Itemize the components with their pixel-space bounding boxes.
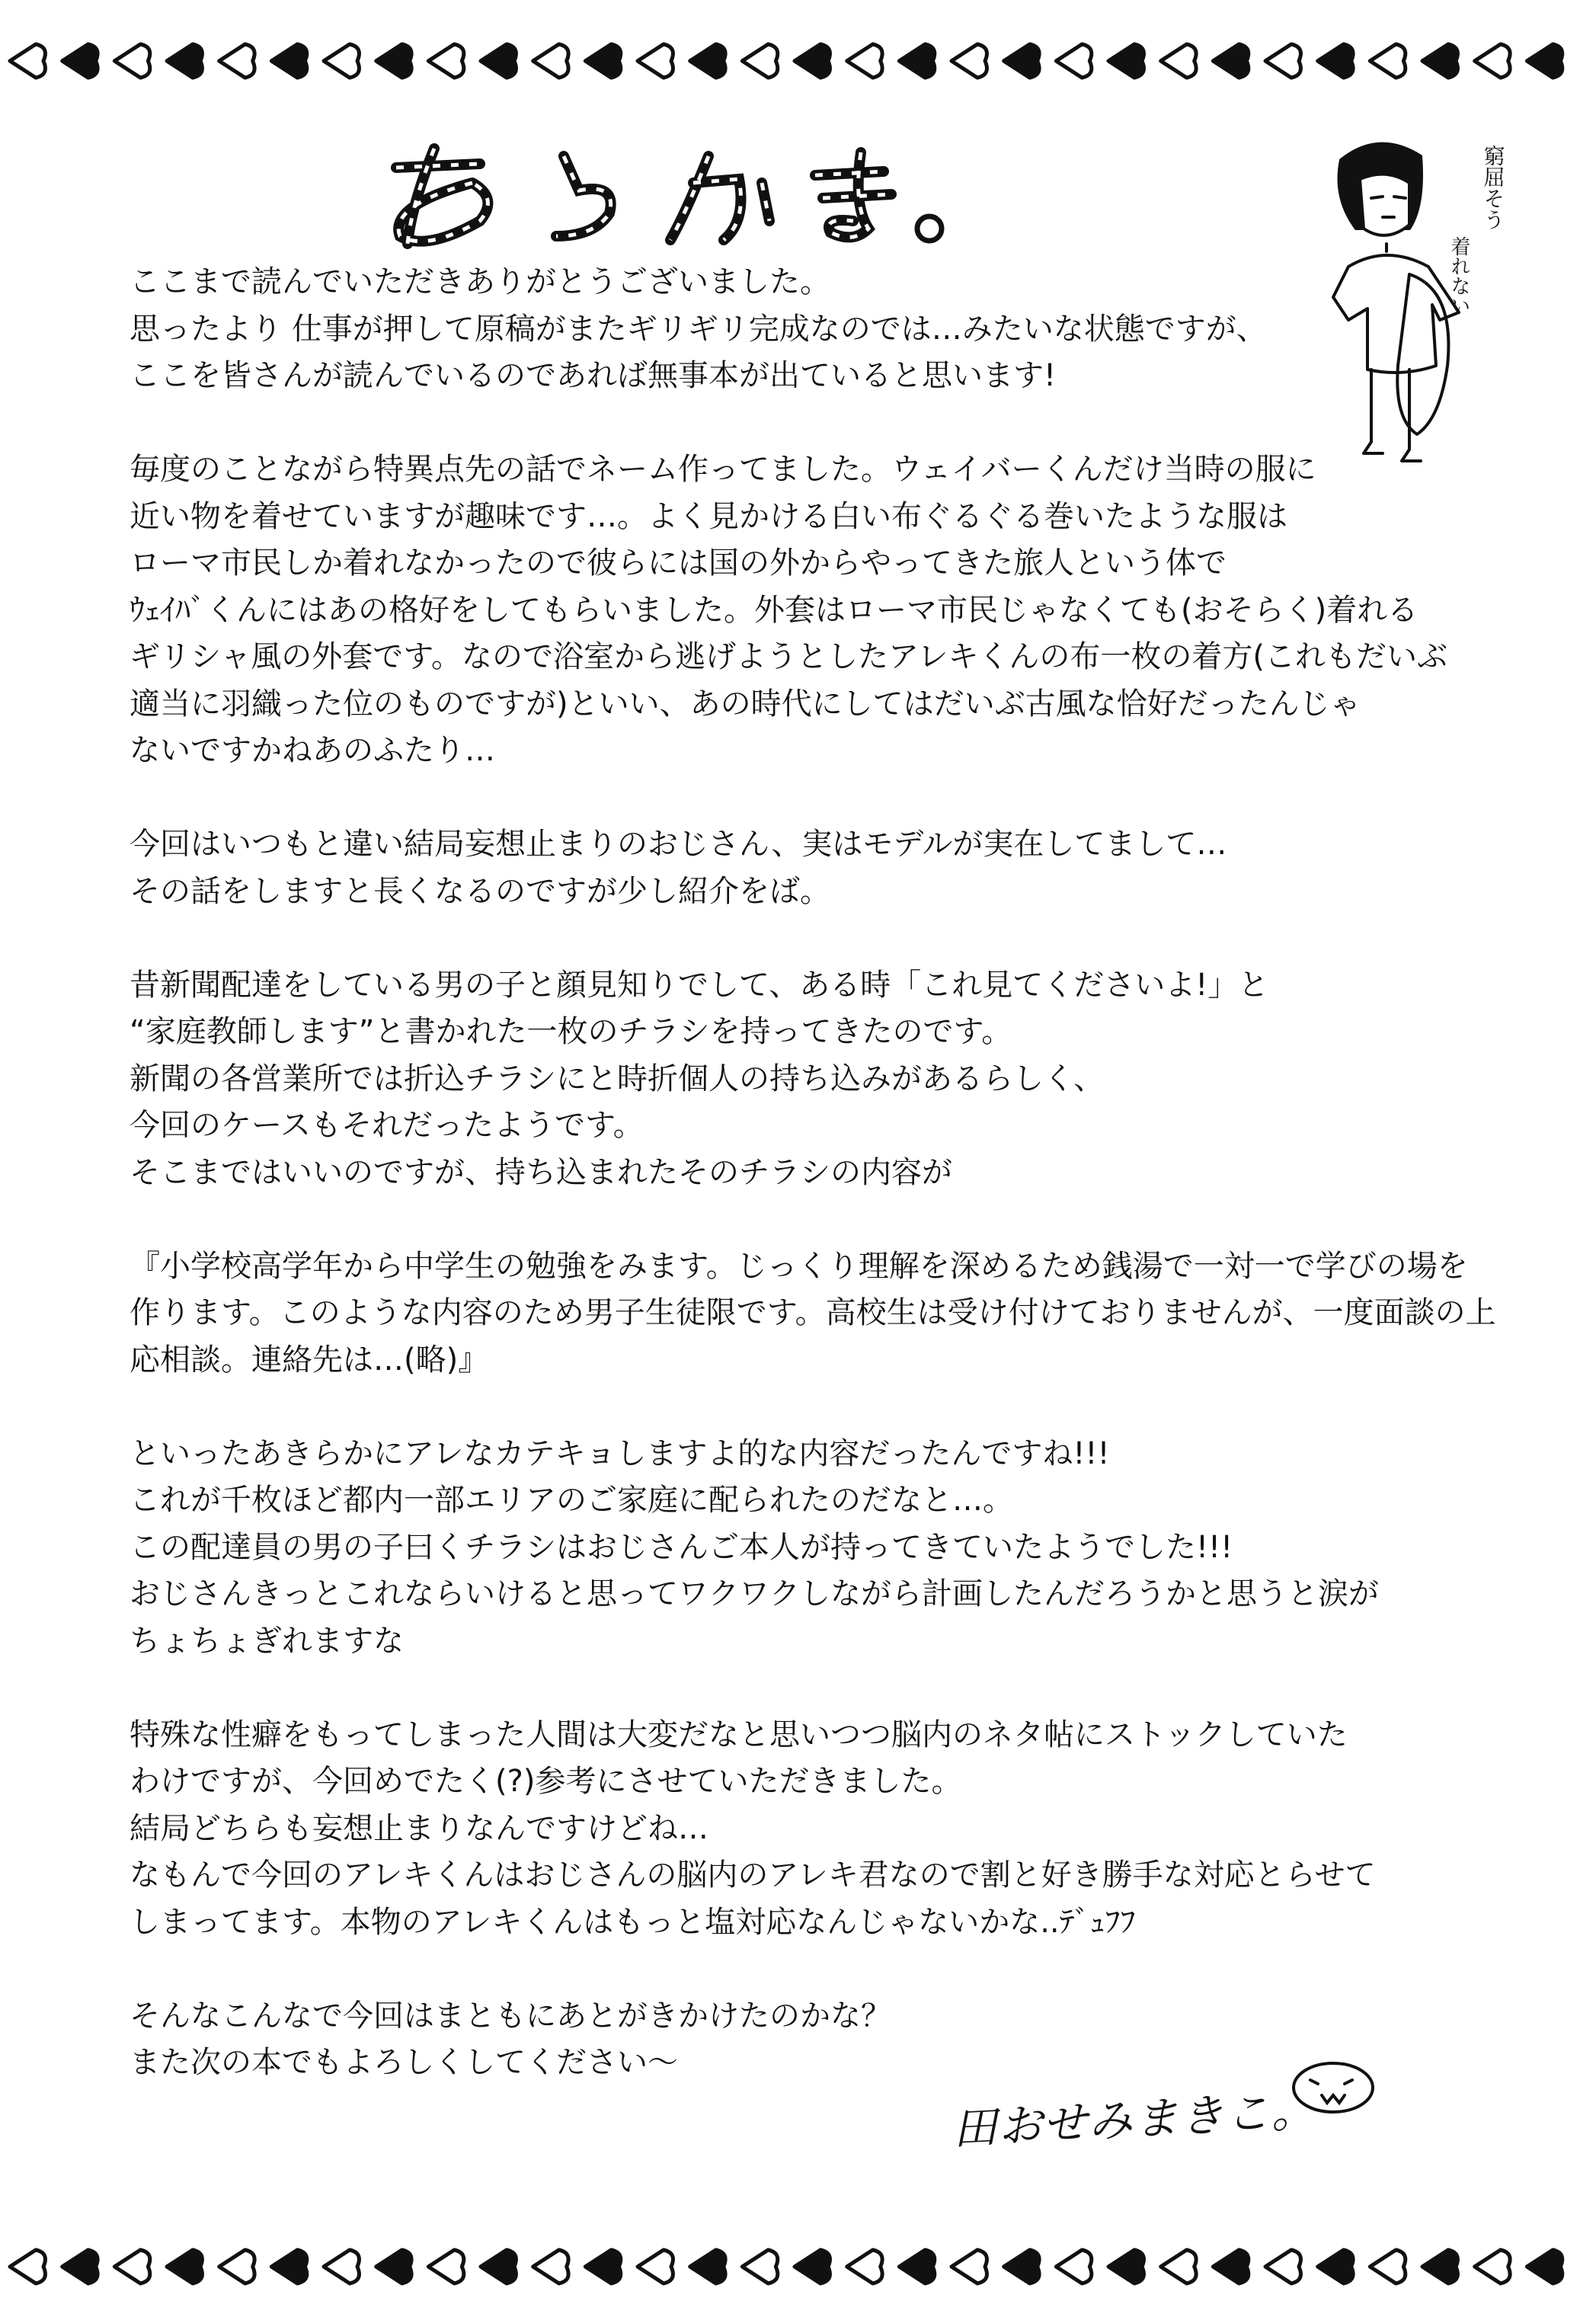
paragraph [130, 446, 1501, 775]
filled-heart-icon [1527, 2250, 1562, 2283]
filled-heart-icon [585, 44, 620, 78]
text-line: 今回はいつもと違い結局妄想止まりのおじさん、実はモデルが実在してまして… [130, 827, 1227, 862]
text-line: 結局どちらも妄想止まりなんですけどね… [130, 1810, 708, 1846]
outline-heart-icon [1161, 44, 1196, 78]
afterword-title [366, 137, 1051, 251]
top-heart-border [0, 30, 1596, 91]
filled-heart-icon [1004, 44, 1039, 78]
text-line: といったあきらかにアレなカテキョしますよ的な内容だったんですね!!! [130, 1435, 1110, 1471]
outline-heart-icon [1265, 44, 1300, 78]
outline-heart-icon [638, 2250, 673, 2283]
filled-heart-icon [1108, 44, 1143, 78]
text-line: また次の本でもよろしくしてください～ [130, 2045, 678, 2080]
text-line: 思ったより 仕事が押して原稿がまたギリギリ完成なのでは…みたいな状態ですが、 [130, 311, 1267, 347]
text-line: ここまで読んでいただきありがとうございました。 [130, 264, 830, 299]
outline-heart-icon [533, 44, 568, 78]
text-line: 応相談。連絡先は…(略)』 [130, 1342, 489, 1378]
outline-heart-icon [638, 44, 673, 78]
filled-heart-icon [585, 2250, 620, 2283]
outline-heart-icon [742, 2250, 777, 2283]
filled-heart-icon [1318, 44, 1353, 78]
outline-heart-icon [219, 44, 254, 78]
outline-heart-icon [1265, 2250, 1300, 2283]
outline-heart-icon [114, 44, 149, 78]
text-line: わけですが、今回めでたく(?)参考にさせていただきました。 [130, 1764, 962, 1799]
text-line: 近い物を着せていますが趣味です…。よく見かける白い布ぐるぐる巻いたような服は [130, 498, 1287, 534]
filled-heart-icon [795, 2250, 830, 2283]
text-line: ないですかねあのふたり… [130, 733, 495, 768]
paragraph [130, 1431, 1501, 1666]
paragraph [130, 1243, 1501, 1384]
filled-heart-icon [1213, 2250, 1248, 2283]
filled-heart-icon [62, 2250, 98, 2283]
text-line: 作ります。このような内容のため男子生徒限です。高校生は受け付けておりませんが、一度面談の上 [130, 1295, 1496, 1330]
filled-heart-icon [795, 44, 830, 78]
filled-heart-icon [271, 2250, 306, 2283]
filled-heart-icon [167, 2250, 202, 2283]
filled-heart-icon [271, 44, 306, 78]
outline-heart-icon [219, 2250, 254, 2283]
text-line: この配達員の男の子曰くチラシはおじさんご本人が持ってきていたようでした!!! [130, 1529, 1233, 1565]
text-line: その話をしますと長くなるのですが少し紹介をば。 [130, 873, 830, 909]
outline-heart-icon [10, 2250, 45, 2283]
text-line: ここを皆さんが読んでいるのであれば無事本が出ていると思います! [130, 358, 1057, 393]
text-line: しまってます。本物のアレキくんはもっと塩対応なんじゃないかな..ﾃﾞｭﾌﾌ [130, 1904, 1136, 1940]
smiley-doodle [1287, 2057, 1379, 2118]
outline-heart-icon [847, 2250, 882, 2283]
outline-heart-icon [1056, 44, 1091, 78]
text-line: 適当に羽織った位のものですが)といい、あの時代にしてはだいぶ古風な恰好だったんじゃ [130, 686, 1361, 722]
filled-heart-icon [690, 44, 725, 78]
text-line: なもんで今回のアレキくんはおじさんの脳内のアレキ君なので割と好き勝手な対応とらせて [130, 1858, 1376, 1893]
paragraph [130, 259, 1501, 400]
text-line: 毎度のことながら特異点先の話でネーム作ってました。ウェイバーくんだけ当時の服に [130, 452, 1316, 487]
character-caption-2: 着れない [1447, 236, 1470, 315]
text-line: 昔新聞配達をしている男の子と顔見知りでして、ある時「これ見てくださいよ!」と [130, 967, 1269, 1003]
filled-heart-icon [690, 2250, 725, 2283]
outline-heart-icon [952, 44, 987, 78]
title-text: あとがき。 [366, 137, 369, 138]
text-line: そんなこんなで今回はまともにあとがきかけたのかな？ [130, 1998, 891, 2034]
bottom-heart-border [0, 2236, 1596, 2297]
filled-heart-icon [481, 2250, 516, 2283]
filled-heart-icon [899, 2250, 934, 2283]
outline-heart-icon [10, 44, 45, 78]
text-line: 『小学校高学年から中学生の勉強をみます。じっくり理解を深めるため銭湯で一対一で学びの場を [130, 1248, 1468, 1284]
outline-heart-icon [428, 2250, 463, 2283]
filled-heart-icon [376, 2250, 411, 2283]
outline-heart-icon [1475, 2250, 1510, 2283]
filled-heart-icon [1422, 44, 1457, 78]
outline-heart-icon [1475, 44, 1510, 78]
outline-heart-icon [1370, 2250, 1405, 2283]
filled-heart-icon [1422, 2250, 1457, 2283]
filled-heart-icon [899, 44, 934, 78]
afterword-body [130, 259, 1501, 2087]
filled-heart-icon [1318, 2250, 1353, 2283]
text-line: ギリシャ風の外套です。なので浴室から逃げようとしたアレキくんの布一枚の着方(これもだいぶ [130, 639, 1448, 674]
text-line: おじさんきっとこれならいけると思ってワクワクしながら計画したんだろうかと思うと涙が [130, 1576, 1379, 1611]
paragraph [130, 1712, 1501, 1947]
filled-heart-icon [167, 44, 202, 78]
outline-heart-icon [1161, 2250, 1196, 2283]
outline-heart-icon [742, 44, 777, 78]
paragraph [130, 962, 1501, 1197]
outline-heart-icon [847, 44, 882, 78]
outline-heart-icon [1370, 44, 1405, 78]
text-line: ローマ市民しか着れなかったので彼らには国の外からやってきた旅人という体で [130, 546, 1227, 581]
paragraph [130, 821, 1501, 915]
filled-heart-icon [481, 44, 516, 78]
text-line: ｳｪｲﾊﾞくんにはあの格好をしてもらいました。外套はローマ市民じゃなくても(おそらく)着れる [130, 592, 1418, 628]
outline-heart-icon [428, 44, 463, 78]
text-line: 特殊な性癖をもってしまった人間は大変だなと思いつつ脳内のネタ帖にストックしていた [130, 1717, 1348, 1752]
text-line: 新聞の各営業所では折込チラシにと時折個人の持ち込みがあるらしく、 [130, 1061, 1105, 1096]
author-signature: 田おせみまきこ。 [951, 2084, 1318, 2155]
filled-heart-icon [1527, 44, 1562, 78]
text-line: これが千枚ほど都内一部エリアのご家庭に配られたのだなと…。 [130, 1483, 1013, 1518]
outline-heart-icon [1056, 2250, 1091, 2283]
text-line: ちょちょぎれますな [130, 1623, 404, 1659]
outline-heart-icon [533, 2250, 568, 2283]
character-caption-1: 窮屈そう [1480, 145, 1506, 230]
text-line: 今回のケースもそれだったようです。 [130, 1108, 644, 1143]
outline-heart-icon [114, 2250, 149, 2283]
filled-heart-icon [376, 44, 411, 78]
outline-heart-icon [952, 2250, 987, 2283]
text-line: そこまではいいのですが、持ち込まれたそのチラシの内容が [130, 1154, 952, 1190]
filled-heart-icon [62, 44, 98, 78]
filled-heart-icon [1108, 2250, 1143, 2283]
outline-heart-icon [324, 2250, 359, 2283]
outline-heart-icon [324, 44, 359, 78]
text-line: “家庭教師します”と書かれた一枚のチラシを持ってきたのです。 [130, 1014, 1012, 1049]
filled-heart-icon [1213, 44, 1248, 78]
filled-heart-icon [1004, 2250, 1039, 2283]
